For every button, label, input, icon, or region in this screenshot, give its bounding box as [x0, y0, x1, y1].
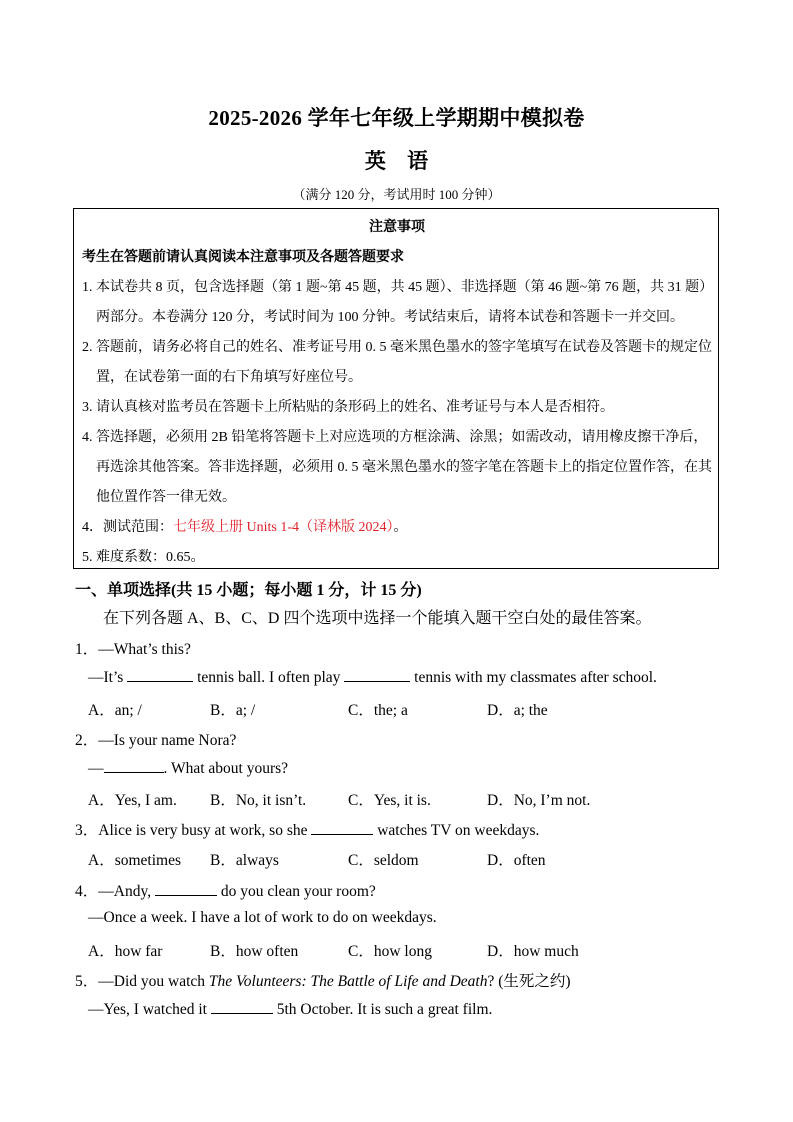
section-heading: 一、单项选择(共 15 小题；每小题 1 分，计 15 分) — [75, 582, 422, 599]
option-b: B．a; / — [210, 702, 256, 719]
question-3-line1 — [75, 818, 539, 840]
answer-blank — [311, 820, 373, 835]
question-number: 4． — [75, 883, 99, 900]
notice-item-difficulty: 5. 难度系数：0.65。 — [82, 550, 205, 565]
option-a: A．how far — [88, 943, 163, 960]
question-4-line1 — [75, 879, 376, 901]
notice-box — [73, 208, 719, 569]
question-1-line1 — [75, 637, 191, 659]
option-b: B．always — [210, 852, 279, 869]
question-2-line2 — [88, 758, 288, 778]
question-text: tennis with my classmates after school. — [414, 669, 657, 686]
notice-item-4-line1: 4. 答选择题，必须用 2B 铅笔将答题卡上对应选项的方框涂满、涂黑；如需改动，请用橡皮擦干净后， — [82, 430, 708, 445]
answer-blank — [127, 667, 193, 682]
option-d: D．how much — [487, 943, 579, 960]
exam-meta: （满分 120 分，考试用时 100 分钟） — [292, 187, 501, 202]
option-a: A．sometimes — [88, 852, 181, 869]
question-number: 5． — [75, 973, 99, 990]
question-text: —Is your name Nora? — [98, 732, 237, 749]
question-number: 2． — [75, 732, 99, 749]
film-title: The Volunteers: The Battle of Life and Death — [208, 973, 488, 990]
section-instruction: 在下列各题 A、B、C、D 四个选项中选择一个能填入题干空白处的最佳答案。 — [103, 610, 652, 627]
option-c: C．how long — [348, 943, 432, 960]
option-d: D．a; the — [487, 702, 548, 719]
notice-item-1-line2: 两部分。本卷满分 120 分，考试时间为 100 分钟。考试结束后，请将本试卷和答题卡一并交回。 — [96, 310, 684, 325]
answer-blank — [104, 758, 164, 773]
question-text: ? (生死之约) — [487, 973, 571, 990]
answer-blank — [155, 881, 217, 896]
exam-title: 2025-2026 学年七年级上学期期中模拟卷 — [208, 106, 585, 130]
notice-item-2-line2: 置，在试卷第一面的右下角填写好座位号。 — [96, 370, 362, 385]
notice-item-4-line2: 再选涂其他答案。答非选择题，必须用 0. 5 毫米黑色墨水的签字笔在答题卡上的指定位置作答，在其 — [96, 460, 712, 475]
notice-item-3: 3. 请认真核对监考员在答题卡上所粘贴的条形码上的姓名、准考证号与本人是否相符。 — [82, 400, 614, 415]
option-c: C．the; a — [348, 702, 408, 719]
question-number: 1． — [75, 641, 99, 658]
option-d: D．often — [487, 852, 546, 869]
scope-highlight: 七年级上册 Units 1-4（译林版 2024） — [173, 520, 394, 535]
question-1-line2 — [88, 667, 657, 687]
option-c: C．seldom — [348, 852, 419, 869]
notice-heading: 注意事项 — [369, 220, 425, 235]
question-text: —Yes, I watched it — [88, 1001, 207, 1018]
question-text: 5th October. It is such a great film. — [276, 1001, 493, 1018]
answer-blank — [344, 667, 410, 682]
option-c: C．Yes, it is. — [348, 792, 431, 809]
question-text: — — [88, 760, 104, 777]
question-text: . What about yours? — [163, 760, 289, 777]
notice-subheading: 考生在答题前请认真阅读本注意事项及各题答题要求 — [82, 250, 404, 265]
notice-item-2-line1: 2. 答题前，请务必将自己的姓名、准考证号用 0. 5 毫米黑色墨水的签字笔填写在试卷及答题卡的规定位 — [82, 340, 712, 355]
notice-item-4-line3: 他位置作答一律无效。 — [96, 490, 236, 505]
question-4-line2: —Once a week. I have a lot of work to do on weekdays. — [88, 909, 437, 926]
question-text: —It’s — [88, 669, 124, 686]
notice-item-1-line1: 1. 本试卷共 8 页，包含选择题（第 1 题~第 45 题，共 45 题）、非选择题（第 46 题~第 76 题，共 31 题） — [82, 280, 714, 295]
scope-suffix: 。 — [393, 520, 408, 535]
question-text: —Did you watch — [98, 973, 206, 990]
option-d: D．No, I’m not. — [487, 792, 591, 809]
question-text: —Andy, — [98, 883, 152, 900]
option-b: B．how often — [210, 943, 299, 960]
notice-item-scope — [82, 516, 408, 536]
exam-subject: 英 语 — [364, 149, 437, 173]
question-2-line1 — [75, 728, 236, 750]
answer-blank — [211, 999, 273, 1014]
question-5-line1 — [75, 969, 571, 991]
question-text: Alice is very busy at work, so she — [98, 822, 308, 839]
question-number: 3． — [75, 822, 99, 839]
question-5-line2 — [88, 999, 492, 1019]
question-text: —What’s this? — [98, 641, 191, 658]
option-b: B．No, it isn’t. — [210, 792, 307, 809]
question-text: tennis ball. I often play — [197, 669, 341, 686]
option-a: A．Yes, I am. — [88, 792, 177, 809]
scope-label: 4．测试范围： — [82, 520, 173, 535]
question-text: do you clean your room? — [220, 883, 376, 900]
option-a: A．an; / — [88, 702, 142, 719]
question-text: watches TV on weekdays. — [377, 822, 540, 839]
